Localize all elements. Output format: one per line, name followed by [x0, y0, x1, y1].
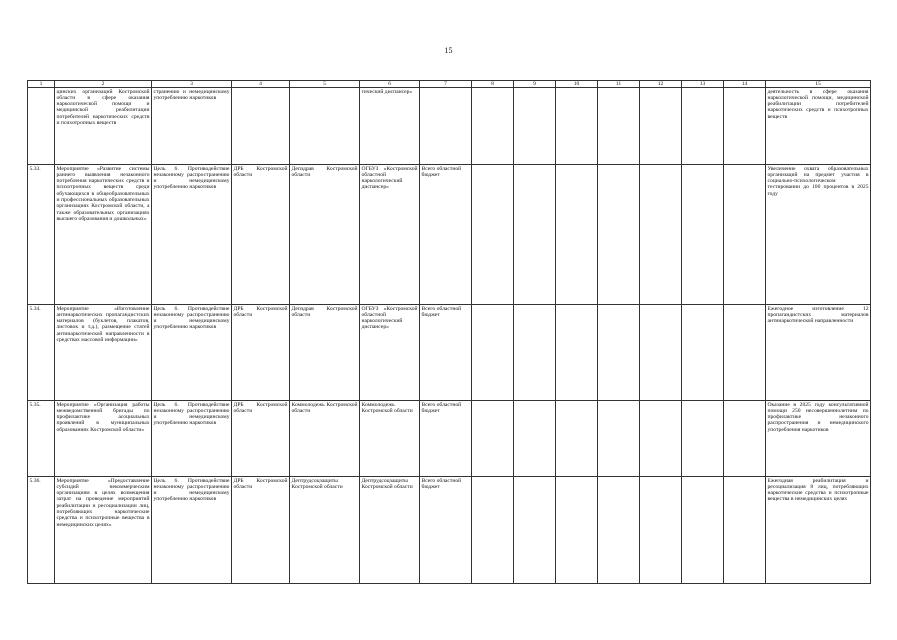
responsible-cell: ДРБ Костромской области [232, 305, 290, 401]
source-cell: Всего областной бюджет [420, 401, 472, 477]
responsible-cell: ДРБ Костромской области [232, 477, 290, 584]
measure-cell: Мероприятие «Развитие системы раннего выявления незаконного потребления наркотических средств и психотропных веществ среди обучающихся в общеобразовательных и профессиональных образовательных организациях Костромской области, а также образовательных организациях высшего образования и дошкольных» [55, 165, 152, 305]
header-cell: 2 [55, 81, 152, 88]
goal-cell: Цель 6. Противодействие незаконному распространению и немедицинскому употреблению наркотиков [152, 477, 232, 584]
participant-cell: Коммолодежь Костромской области [360, 401, 420, 477]
goal-cell: Цель 6. Противодействие незаконному распространению и немедицинскому употреблению наркотиков [152, 401, 232, 477]
coexecutor-cell: Дептрудсоцзащиты Костромской области [290, 477, 360, 584]
measure-cell: Мероприятие «Организация работы межведомственной бригады по профилактике асоциальных проявлений в муниципальных образованиях Костромской области» [55, 401, 152, 477]
result-cell: Увеличение охвата образовательных организаций на предмет участия в социально-психологическом тестировании до 100 процентов в 2025 году [766, 165, 871, 305]
header-cell: 11 [598, 81, 640, 88]
measure-cell: Мероприятие «Предоставление субсидий некоммерческим организациям в целях возмещения затрат на проведение мероприятий реабилитации и ресоциализации лиц, потребляющих наркотические средства и психотропные вещества в немедицинских целях» [55, 477, 152, 584]
page-number: 15 [444, 46, 453, 55]
participant-cell: гический диспансер» [360, 88, 420, 165]
header-row [28, 81, 871, 88]
header-cell: 1 [28, 81, 55, 88]
participant-cell: ОГБУЗ «Костромской областной наркологический диспансер» [360, 165, 420, 305]
header-cell: 6 [360, 81, 420, 88]
header-cell: 13 [682, 81, 724, 88]
header-cell: 8 [472, 81, 514, 88]
header-cell: 15 [766, 81, 871, 88]
goal-cell: Цель 6. Противодействие незаконному распространению и немедицинскому употреблению наркотиков [152, 305, 232, 401]
source-cell [420, 88, 472, 165]
row-number: 5.36. [28, 477, 55, 584]
result-cell: Ежегодная реабилитация и ресоциализация 8 лиц, потребляющих наркотические средства и психотропные вещества в немедицинских целях [766, 477, 871, 584]
participant-cell: ОГБУЗ «Костромской областной наркологический диспансер» [360, 305, 420, 401]
header-cell: 9 [514, 81, 556, 88]
row-number: 5.34. [28, 305, 55, 401]
row-number: 5.35. [28, 401, 55, 477]
measure-cell: цинских организаций Костромской области в сфере оказания наркологической помощи и медицинской реабилитации потребителей наркотических средств и психотропных веществ [55, 88, 152, 165]
table-row [28, 165, 871, 305]
coexecutor-cell [290, 88, 360, 165]
table-row [28, 477, 871, 584]
header-cell: 12 [640, 81, 682, 88]
result-cell: Оказание в 2025 году консультативной помощи 250 несовершеннолетним по профилактике незаконного распространения и немедицинского употребления наркотиков [766, 401, 871, 477]
participant-cell: Дептрудсоцзащиты Костромской области [360, 477, 420, 584]
program-table [27, 80, 871, 584]
coexecutor-cell: Депздрав Костромской области [290, 165, 360, 305]
source-cell: Всего областной бюджет [420, 165, 472, 305]
header-cell: 10 [556, 81, 598, 88]
row-number [28, 88, 55, 165]
header-cell: 14 [724, 81, 766, 88]
header-cell: 5 [290, 81, 360, 88]
goal-cell: странению и немедицинскому употреблению наркотиков [152, 88, 232, 165]
goal-cell: Цель 6. Противодействие незаконному распространению и немедицинскому употреблению наркотиков [152, 165, 232, 305]
table-row [28, 401, 871, 477]
source-cell: Всего областной бюджет [420, 305, 472, 401]
header-cell: 4 [232, 81, 290, 88]
source-cell: Всего областной бюджет [420, 477, 472, 584]
header-cell: 3 [152, 81, 232, 88]
result-cell: Ежегодное изготовление 12 пропагандистских материалов антинаркотической направленности [766, 305, 871, 401]
row-number: 5.33. [28, 165, 55, 305]
responsible-cell: ДРБ Костромской области [232, 165, 290, 305]
header-cell: 7 [420, 81, 472, 88]
responsible-cell: ДРБ Костромской области [232, 401, 290, 477]
result-cell: деятельность в сфере оказания наркологической помощи, медицинской реабилитации потребителей наркотических средств и психотропных веществ [766, 88, 871, 165]
responsible-cell [232, 88, 290, 165]
measure-cell: Мероприятие «Изготовление антинаркотических пропагандистских материалов (буклетов, плакатов, листовок и т.д.), размещение статей антинаркотической направленности в средствах массовой информации» [55, 305, 152, 401]
coexecutor-cell: Коммолодежь Костромской области [290, 401, 360, 477]
coexecutor-cell: Депздрав Костромской области [290, 305, 360, 401]
table-row [28, 88, 871, 165]
table-row [28, 305, 871, 401]
